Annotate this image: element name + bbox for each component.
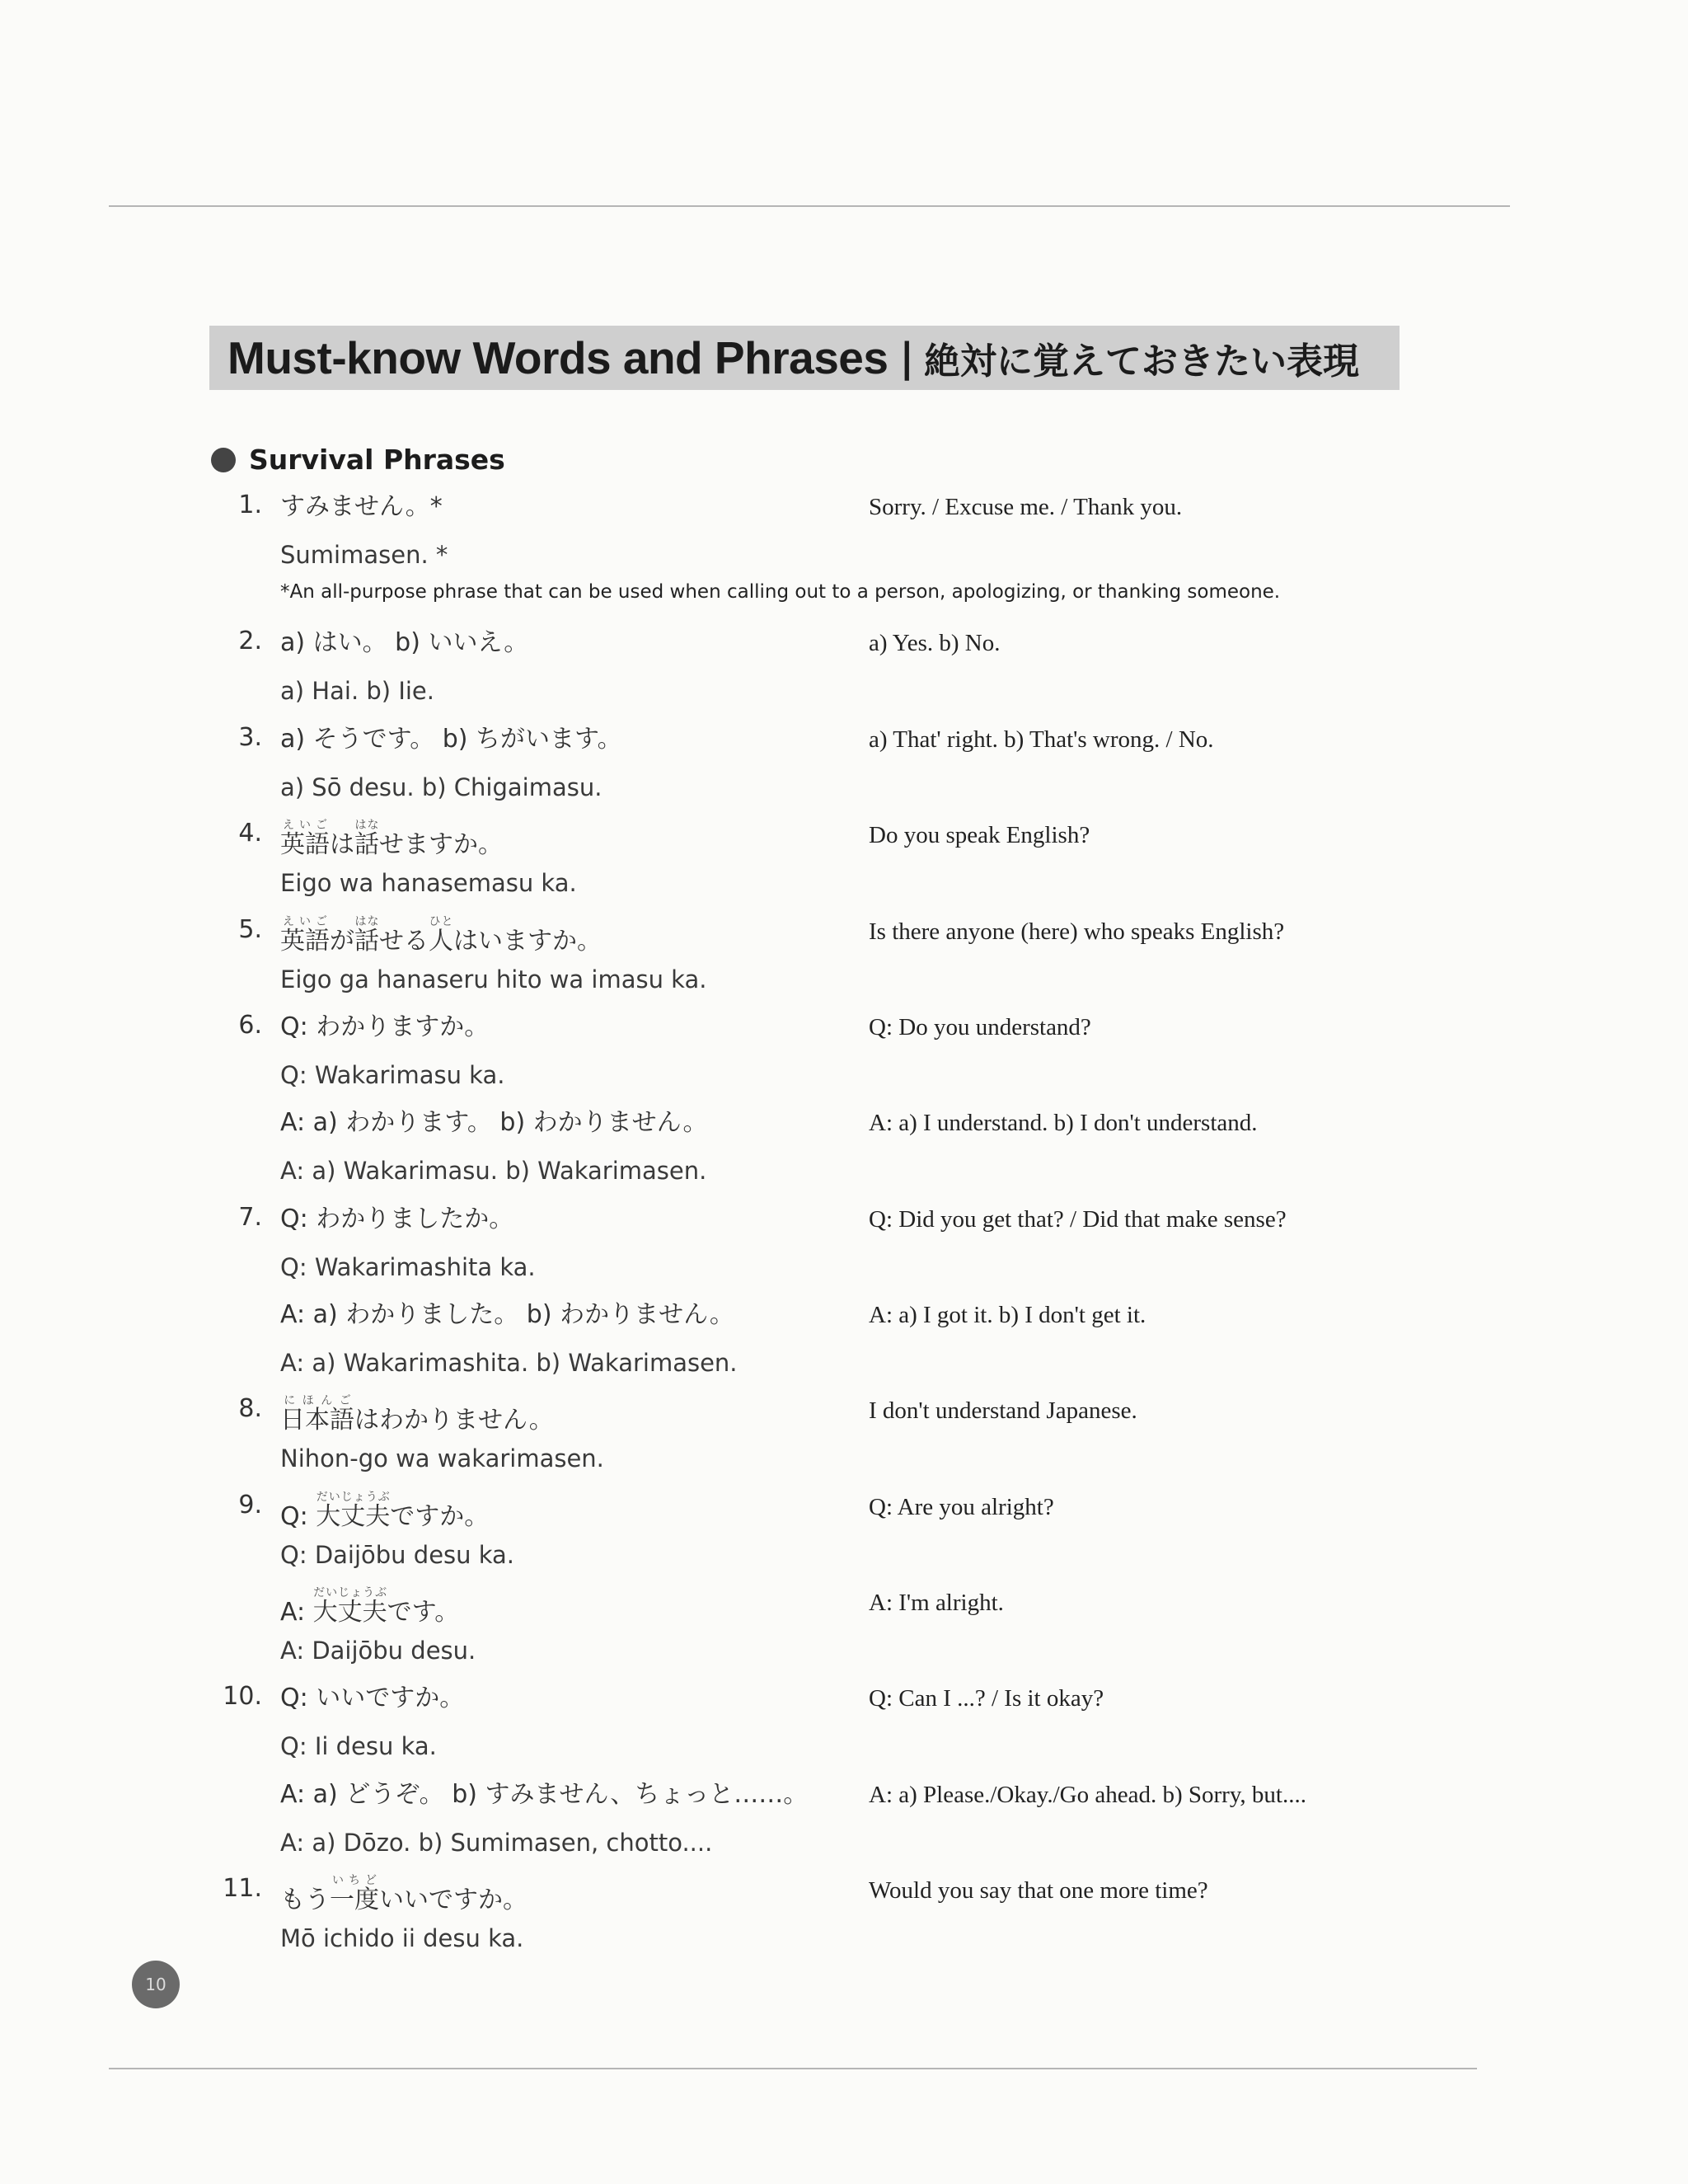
japanese-text: すみません。*	[280, 492, 443, 521]
answer-english: A: a) I got it. b) I don't get it.	[869, 1302, 1146, 1328]
answer-romaji: A: a) Wakarimasu. b) Wakarimasen.	[280, 1157, 707, 1185]
romaji-text: Sumimasen. *	[280, 541, 448, 569]
english-translation: Sorry. / Excuse me. / Thank you.	[869, 494, 1183, 520]
question-japanese: Q: 大丈夫だいじょうぶですか。	[280, 1491, 490, 1531]
answer-english: A: I'm alright.	[869, 1590, 1004, 1616]
top-rule	[109, 205, 1510, 207]
item-number: 7.	[238, 1203, 262, 1232]
item-number: 10.	[223, 1682, 262, 1711]
english-translation: Would you say that one more time?	[869, 1877, 1208, 1904]
item-number: 5.	[238, 915, 262, 944]
question-english: Q: Do you understand?	[869, 1014, 1091, 1040]
romaji-text: Mō ichido ii desu ka.	[280, 1924, 524, 1952]
page-title-english: Must-know Words and Phrases	[227, 332, 889, 383]
question-romaji: Q: Ii desu ka.	[280, 1732, 437, 1760]
japanese-text: 英語えいごが話はなせる人ひとはいますか。	[280, 915, 602, 956]
furigana: だいじょうぶ	[316, 1491, 391, 1504]
romaji-text: a) Hai. b) Iie.	[280, 677, 434, 705]
furigana: にほんご	[280, 1394, 354, 1407]
romaji-text: Nihon-go wa wakarimasen.	[280, 1444, 604, 1472]
furigana: はな	[354, 819, 379, 832]
title-separator: |	[899, 335, 914, 381]
furigana: えいご	[280, 819, 330, 832]
item-number: 4.	[238, 819, 262, 848]
romaji-text: Eigo ga hanaseru hito wa imasu ka.	[280, 965, 707, 993]
item-number: 3.	[238, 723, 262, 752]
question-english: Q: Are you alright?	[869, 1494, 1054, 1520]
answer-romaji: A: a) Wakarimashita. b) Wakarimasen.	[280, 1349, 738, 1377]
page-title-japanese: 絶対に覚えておきたい表現	[924, 341, 1359, 383]
answer-romaji: A: Daijōbu desu.	[280, 1637, 476, 1665]
english-translation: a) Yes. b) No.	[869, 630, 1001, 656]
answer-romaji: A: a) Dōzo. b) Sumimasen, chotto....	[280, 1829, 713, 1857]
item-number: 11.	[223, 1874, 262, 1903]
question-romaji: Q: Wakarimasu ka.	[280, 1061, 505, 1089]
japanese-text: 英語えいごは話はなせますか。	[280, 819, 503, 859]
furigana: えいご	[280, 915, 330, 928]
question-japanese: Q: いいですか。	[280, 1684, 465, 1712]
question-romaji: Q: Daijōbu desu ka.	[280, 1541, 515, 1569]
item-number: 8.	[238, 1394, 262, 1423]
answer-english: A: a) I understand. b) I don't understand.	[869, 1110, 1258, 1136]
section-heading-label: Survival Phrases	[249, 444, 505, 476]
question-romaji: Q: Wakarimashita ka.	[280, 1253, 536, 1281]
question-japanese: Q: わかりますか。	[280, 1012, 490, 1041]
item-number: 2.	[238, 627, 262, 655]
question-japanese: Q: わかりましたか。	[280, 1205, 514, 1233]
page-number-badge: 10	[132, 1961, 180, 2008]
furigana: はな	[354, 915, 379, 928]
question-english: Q: Can I ...? / Is it okay?	[869, 1685, 1104, 1712]
item-number: 1.	[238, 491, 262, 519]
furigana: いちど	[330, 1874, 379, 1887]
answer-japanese: A: a) どうぞ。 b) すみません、ちょっと……。	[280, 1780, 809, 1809]
answer-english: A: a) Please./Okay./Go ahead. b) Sorry, but....	[869, 1782, 1306, 1808]
japanese-text: a) そうです。 b) ちがいます。	[280, 725, 622, 754]
answer-japanese: A: a) わかります。 b) わかりません。	[280, 1108, 708, 1137]
furigana: ひと	[429, 915, 453, 928]
english-translation: Is there anyone (here) who speaks English?	[869, 918, 1285, 945]
bullet-circle-icon	[211, 448, 236, 472]
english-translation: Do you speak English?	[869, 822, 1090, 848]
japanese-text: 日本語にほんごはわかりません。	[280, 1394, 554, 1435]
item-number: 9.	[238, 1491, 262, 1519]
furigana: だいじょうぶ	[312, 1586, 387, 1599]
english-translation: I don't understand Japanese.	[869, 1397, 1137, 1424]
section-heading	[211, 444, 505, 476]
romaji-text: Eigo wa hanasemasu ka.	[280, 869, 577, 897]
bottom-rule	[109, 2068, 1477, 2069]
answer-japanese: A: 大丈夫だいじょうぶです。	[280, 1586, 460, 1627]
page-title-bar	[209, 326, 1400, 390]
english-translation: a) That' right. b) That's wrong. / No.	[869, 726, 1214, 753]
japanese-text: もう一度いちどいいですか。	[280, 1874, 528, 1914]
item-number: 6.	[238, 1011, 262, 1040]
answer-japanese: A: a) わかりました。 b) わかりません。	[280, 1300, 734, 1329]
footnote-text: *An all-purpose phrase that can be used when calling out to a person, apologizing, or thanking someone.	[280, 581, 1281, 603]
japanese-text: a) はい。 b) いいえ。	[280, 628, 529, 657]
romaji-text: a) Sō desu. b) Chigaimasu.	[280, 773, 603, 801]
question-english: Q: Did you get that? / Did that make sense?	[869, 1206, 1287, 1233]
